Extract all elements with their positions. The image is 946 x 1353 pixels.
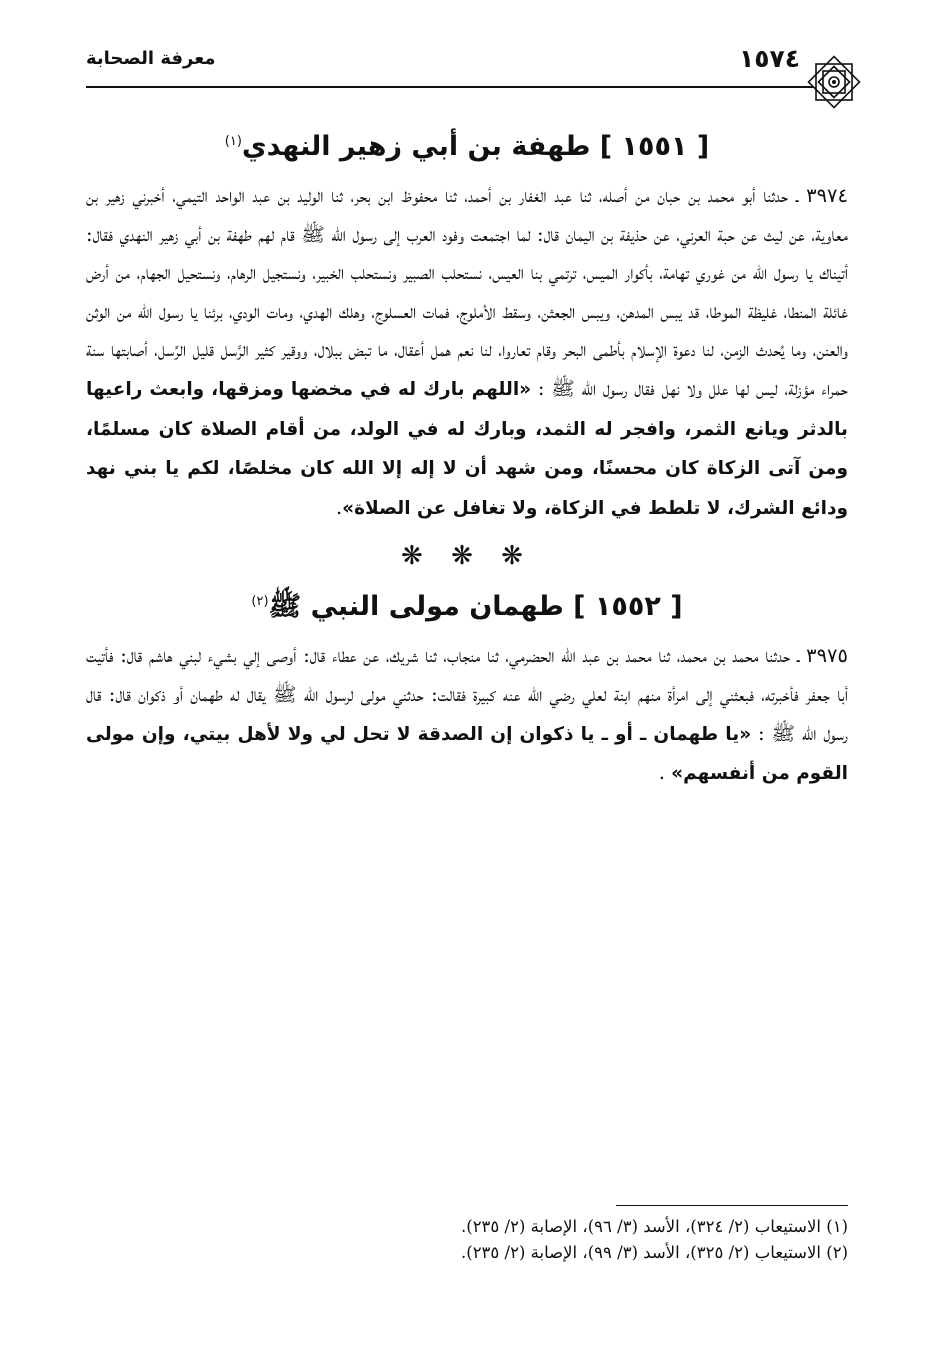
section-separator: ❋ ❋ ❋ [401, 541, 533, 572]
page-content [86, 120, 848, 794]
footnote-2: (٢) الاستيعاب (٢/ ٣٢٥)، الأسد (٣/ ٩٩)، الإصابة (٢/ ٢٣٥). [461, 1243, 848, 1262]
hadith-quote-bold: «يا طهمان ـ أو ـ يا ذكوان إن الصدقة لا تحل لي ولا لأهل بيتي، وإن مولى القوم من أنفسهم» [86, 723, 848, 785]
footnote-ref-2[interactable]: (٢) [251, 594, 269, 610]
entry-title-1551 [86, 120, 848, 169]
hadith-3975 [86, 637, 848, 793]
hadith-end: . [658, 761, 672, 785]
hadith-text: ٣٩٧٥ ـ حدثنا محمد بن محمد، ثنا محمد بن عبد الله الحضرمي، ثنا منجاب، ثنا شريك، عن عطاء قال: أوصى إلي بشيء لبني هاشم قال: فأتيت أبا جعفر فأخبرته، فبعثني إلى امرأة منهم ابنة لعلي رضي الله عنه كبيرة فقالت: حدثني مولى لرسول الله ﷺ يقال له طهمان أو ذكوان قال: قال رسول الله ﷺ : [86, 644, 848, 745]
footnote-1: (١) الاستيعاب (٢/ ٣٢٤)، الأسد (٣/ ٩٦)، الإصابة (٢/ ٢٣٥). [461, 1217, 848, 1236]
footnote-ref-1[interactable]: (١) [224, 134, 242, 149]
entry-title-text: [ ١٥٥٢ ] طهمان مولى النبي ﷺ [268, 591, 683, 623]
entry-title-text: [ ١٥٥١ ] طهفة بن أبي زهير النهدي [241, 131, 710, 162]
octagram-ornament-icon [806, 54, 862, 110]
entry-title-1552 [86, 580, 848, 629]
header-rule [86, 86, 814, 88]
page-number: ١٥٧٤ [738, 44, 800, 73]
footnote-rule [616, 1205, 848, 1206]
page-header [86, 44, 864, 90]
footnotes [86, 1205, 848, 1266]
hadith-end: . [335, 495, 343, 519]
hadith-text: ٣٩٧٤ ـ حدثنا أبو محمد بن حبان من أصله، ثنا عبد الغفار بن أحمد، ثنا محفوظ ابن بحر، ثنا الوليد بن عبد الواحد التيمي، أخبرني زهير بن معاوية، عن ليث عن حبة العرني، عن حذيفة بن اليمان قال: لما اجتمعت وفود العرب إلى رسول الله ﷺ قام لهم طهفة بن أبي زهير النهدي فقال: أتيناك يا رسول الله من غوري تهامة، بأكوار الميس، ترتمي بنا العيس، نستحلب الصبير ونستحلب الخبير، ونستجيل الرهام، ونستحيل الجهام، من أرض غائلة المنطا، غليظة الموطا، قد يبس المدهن، ويبس الجعثن، وسقط الأملوج، فمات العسلوج، وهلك الهدي، ومات الودي، برئنا يا رسول الله من الوثن والعنن، وما يُحدث الزمن، لنا دعوة الإسلام بأطمى البحر وقام تعاروا، لنا نعم همل أعقال، ما تبض ببلال، ووقير كثير الرَّسل قليل الرِّسل، أصابتها سنة حمراء مؤزلة، ليس لها علل ولا نهل فقال رسول الله ﷺ : [86, 184, 848, 400]
hadith-quote-bold: «اللهم بارك له في مخضها ومزقها، وابعث راعيها بالدثر ويانع الثمر، وافجر له الثمد، وبارك له في الولد، من أقام الصلاة كان مسلمًا، ومن آتى الزكاة كان محسنًا، ومن شهد أن لا إله إلا الله كان مخلصًا، لكم يا بني نهد ودائع الشرك، لا تلطط في الزكاة، ولا تغافل عن الصلاة» [86, 378, 848, 519]
book-title: معرفة الصحابة [86, 48, 216, 69]
hadith-3974 [86, 177, 848, 528]
